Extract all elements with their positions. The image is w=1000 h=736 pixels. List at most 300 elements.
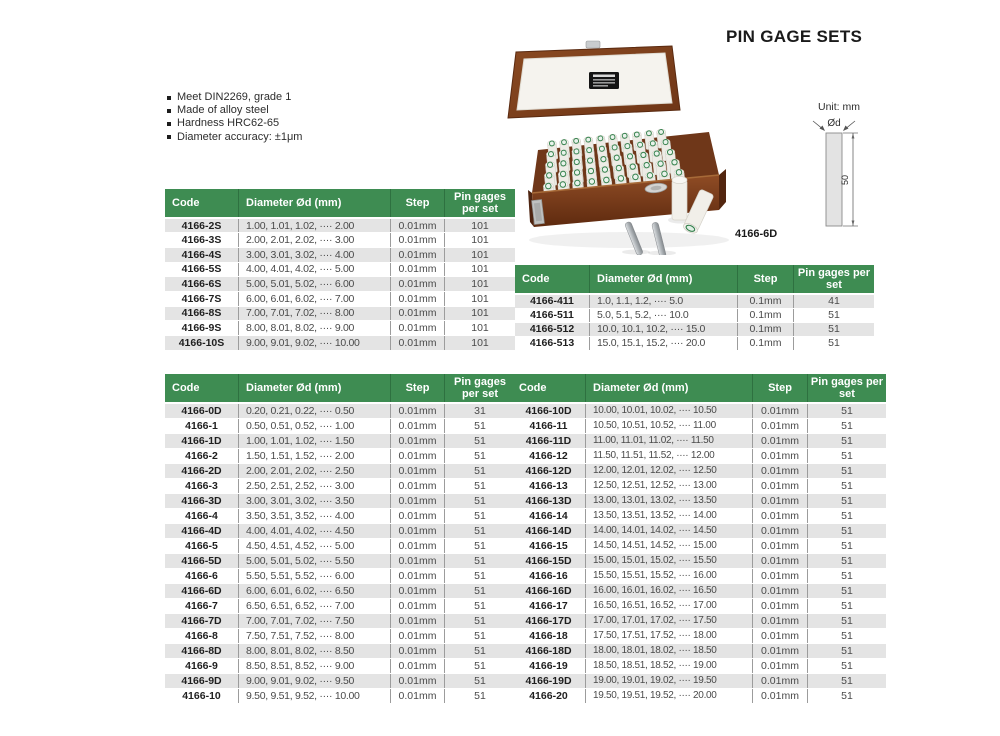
pin-gage-table [165, 189, 515, 351]
table-row [165, 643, 515, 658]
diameter-cell: 16.00, 16.01, 16.02, ···· 16.50 [586, 583, 753, 598]
pin-container [547, 162, 553, 168]
pin-container [548, 151, 554, 157]
code-cell: 4166-19 [512, 658, 586, 673]
pin-count-cell: 51 [808, 403, 887, 418]
pin-count-cell: 51 [808, 433, 887, 448]
code-cell: 4166-19D [512, 673, 586, 688]
table-row [512, 568, 886, 583]
diameter-cell: 7.50, 7.51, 7.52, ···· 8.00 [239, 628, 391, 643]
pin-count-cell: 51 [808, 613, 887, 628]
diameter-cell: 2.00, 2.01, 2.02, ···· 2.50 [239, 463, 391, 478]
table-row [512, 433, 886, 448]
step-cell: 0.01mm [391, 336, 445, 351]
step-cell: 0.01mm [753, 403, 808, 418]
pin-count-cell: 41 [794, 294, 875, 308]
code-cell: 4166-15D [512, 553, 586, 568]
diameter-cell: 13.00, 13.01, 13.02, ···· 13.50 [586, 493, 753, 508]
pin-container [560, 171, 566, 177]
diameter-cell: 18.00, 18.01, 18.02, ···· 18.50 [586, 643, 753, 658]
step-cell: 0.01mm [391, 568, 445, 583]
diameter-dim-label: Ød [827, 118, 841, 129]
code-cell: 4166-13 [512, 478, 586, 493]
pin-count-cell: 51 [445, 478, 516, 493]
pin-count-cell: 51 [445, 418, 516, 433]
diameter-cell: 12.00, 12.01, 12.02, ···· 12.50 [586, 463, 753, 478]
code-cell: 4166-7 [165, 598, 239, 613]
diameter-cell: 15.00, 15.01, 15.02, ···· 15.50 [586, 553, 753, 568]
pin-count-cell: 51 [445, 523, 516, 538]
table-row [512, 478, 886, 493]
diameter-cell: 2.50, 2.51, 2.52, ···· 3.00 [239, 478, 391, 493]
table-row [512, 493, 886, 508]
pin-container [663, 139, 669, 145]
feature-text: Meet DIN2269, grade 1 [177, 91, 292, 103]
table-row [165, 403, 515, 418]
page-title: PIN GAGE SETS [726, 27, 863, 46]
step-cell: 0.01mm [391, 262, 445, 277]
step-cell: 0.01mm [753, 643, 808, 658]
pin-count-cell: 51 [445, 448, 516, 463]
pin-container [616, 165, 622, 171]
code-cell: 4166-3D [165, 493, 239, 508]
pin-container [676, 169, 682, 175]
step-cell: 0.01mm [753, 463, 808, 478]
table-d-series-0-10 [165, 374, 506, 704]
column-header: Step [391, 374, 445, 403]
step-cell: 0.01mm [391, 218, 445, 233]
step-cell: 0.01mm [753, 448, 808, 463]
product-caption: 4166-6D [735, 228, 778, 240]
table-row [512, 628, 886, 643]
pin-count-cell: 51 [808, 598, 887, 613]
code-cell: 4166-3S [165, 233, 239, 248]
code-cell: 4166-1D [165, 433, 239, 448]
code-cell: 4166-12 [512, 448, 586, 463]
table-row [512, 553, 886, 568]
length-dim-label: 50 [840, 174, 850, 186]
pin-count-cell: 51 [445, 673, 516, 688]
pin-count-cell: 51 [445, 598, 516, 613]
table-row [165, 291, 515, 306]
feature-item [167, 91, 302, 104]
pin-count-cell: 51 [808, 508, 887, 523]
diameter-cell: 16.50, 16.51, 16.52, ···· 17.00 [586, 598, 753, 613]
pin-gage-table [512, 374, 886, 704]
table-row [512, 418, 886, 433]
pin-container [661, 171, 667, 177]
pin-count-cell: 101 [445, 247, 516, 262]
table-row [165, 448, 515, 463]
pin-container [634, 132, 639, 137]
step-cell: 0.01mm [753, 538, 808, 553]
pin-count-cell: 51 [808, 448, 887, 463]
pin-container [650, 141, 656, 147]
code-cell: 4166-17D [512, 613, 586, 628]
table-s-series [165, 189, 506, 351]
pin-count-cell: 51 [808, 568, 887, 583]
table-row [512, 658, 886, 673]
pin-container [545, 183, 551, 189]
feature-item [167, 117, 302, 130]
code-cell: 4166-6S [165, 277, 239, 292]
diameter-cell: 3.00, 3.01, 3.02, ···· 4.00 [239, 247, 391, 262]
pin-container [625, 143, 631, 149]
code-cell: 4166-4 [165, 508, 239, 523]
table-row [165, 688, 515, 703]
pin-count-cell: 101 [445, 306, 516, 321]
table-row [512, 583, 886, 598]
step-cell: 0.01mm [391, 418, 445, 433]
diameter-cell: 5.50, 5.51, 5.52, ···· 6.00 [239, 568, 391, 583]
column-header: Step [738, 265, 794, 294]
step-cell: 0.01mm [753, 688, 808, 703]
pin-count-cell: 101 [445, 277, 516, 292]
pin-count-cell: 51 [445, 658, 516, 673]
diameter-cell: 17.00, 17.01, 17.02, ···· 17.50 [586, 613, 753, 628]
code-cell: 4166-2S [165, 218, 239, 233]
table-row [512, 523, 886, 538]
table-row [515, 294, 874, 308]
code-cell: 4166-16D [512, 583, 586, 598]
pin-container [588, 168, 594, 174]
pin-gage-table [515, 265, 874, 351]
step-cell: 0.01mm [391, 508, 445, 523]
code-cell: 4166-6D [165, 583, 239, 598]
column-header: Diameter Ød (mm) [239, 189, 391, 218]
diameter-cell: 18.50, 18.51, 18.52, ···· 19.00 [586, 658, 753, 673]
diameter-cell: 7.00, 7.01, 7.02, ···· 8.00 [239, 306, 391, 321]
pin-count-cell: 51 [445, 493, 516, 508]
pin-count-cell: 51 [445, 553, 516, 568]
pin-container [586, 137, 591, 142]
pin-container [549, 141, 554, 146]
pin-container [647, 172, 653, 178]
step-cell: 0.1mm [738, 336, 794, 350]
table-row [512, 598, 886, 613]
step-cell: 0.01mm [391, 277, 445, 292]
pin-count-cell: 51 [808, 463, 887, 478]
code-cell: 4166-10 [165, 688, 239, 703]
pin-container [546, 172, 552, 178]
step-cell: 0.01mm [391, 433, 445, 448]
code-cell: 4166-11 [512, 418, 586, 433]
code-cell: 4166-411 [515, 294, 590, 308]
pin-count-cell: 51 [445, 628, 516, 643]
diameter-cell: 6.00, 6.01, 6.02, ···· 7.00 [239, 291, 391, 306]
code-cell: 4166-6 [165, 568, 239, 583]
table-row [512, 508, 886, 523]
table-row [512, 538, 886, 553]
step-cell: 0.01mm [753, 628, 808, 643]
table-row [165, 568, 515, 583]
column-header: Step [391, 189, 445, 218]
code-cell: 4166-14 [512, 508, 586, 523]
step-cell: 0.01mm [391, 538, 445, 553]
step-cell: 0.01mm [753, 583, 808, 598]
diameter-cell: 9.50, 9.51, 9.52, ···· 10.00 [239, 688, 391, 703]
pin-dimension-diagram [806, 114, 868, 234]
table-row [515, 336, 874, 350]
pin-container [586, 147, 592, 153]
pin-container [667, 149, 673, 155]
pin-container [589, 178, 595, 184]
diameter-cell: 8.00, 8.01, 8.02, ···· 9.00 [239, 321, 391, 336]
pin-count-cell: 51 [445, 688, 516, 703]
diameter-cell: 5.00, 5.01, 5.02, ···· 6.00 [239, 277, 391, 292]
pin-count-cell: 51 [445, 583, 516, 598]
step-cell: 0.01mm [391, 523, 445, 538]
step-cell: 0.01mm [391, 658, 445, 673]
diameter-cell: 14.00, 14.01, 14.02, ···· 14.50 [586, 523, 753, 538]
code-cell: 4166-513 [515, 336, 590, 350]
code-cell: 4166-1 [165, 418, 239, 433]
pin-container [618, 175, 624, 181]
step-cell: 0.01mm [391, 247, 445, 262]
pin-count-cell: 31 [445, 403, 516, 418]
pin-container [612, 145, 618, 151]
code-cell: 4166-512 [515, 322, 590, 336]
pin-count-cell: 51 [808, 538, 887, 553]
pin-count-cell: 51 [445, 613, 516, 628]
table-row [165, 218, 515, 233]
table-row [512, 613, 886, 628]
pin-count-cell: 51 [808, 628, 887, 643]
pin-container [587, 158, 593, 164]
diameter-cell: 4.00, 4.01, 4.02, ···· 5.00 [239, 262, 391, 277]
step-cell: 0.01mm [391, 448, 445, 463]
table-row [512, 463, 886, 478]
diameter-cell: 6.50, 6.51, 6.52, ···· 7.00 [239, 598, 391, 613]
pin-count-cell: 51 [794, 336, 875, 350]
diameter-cell: 15.50, 15.51, 15.52, ···· 16.00 [586, 568, 753, 583]
code-cell: 4166-2 [165, 448, 239, 463]
pin-container [646, 131, 651, 136]
pin-container [654, 151, 660, 157]
diameter-cell: 9.00, 9.01, 9.02, ···· 10.00 [239, 336, 391, 351]
table-row [512, 403, 886, 418]
pin-count-cell: 51 [808, 643, 887, 658]
table-row [515, 322, 874, 336]
code-cell: 4166-4S [165, 247, 239, 262]
table-row [165, 658, 515, 673]
diameter-cell: 4.50, 4.51, 4.52, ···· 5.00 [239, 538, 391, 553]
pin-count-cell: 51 [808, 493, 887, 508]
code-cell: 4166-15 [512, 538, 586, 553]
feature-text: Hardness HRC62-65 [177, 117, 280, 130]
step-cell: 0.01mm [391, 233, 445, 248]
diameter-cell: 0.50, 0.51, 0.52, ···· 1.00 [239, 418, 391, 433]
code-cell: 4166-5 [165, 538, 239, 553]
table-row [512, 673, 886, 688]
code-cell: 4166-7S [165, 291, 239, 306]
table-row [165, 673, 515, 688]
step-cell: 0.01mm [391, 583, 445, 598]
column-header: Pin gages per set [794, 265, 875, 294]
column-header: Step [753, 374, 808, 403]
table-row [165, 277, 515, 292]
pin-container [601, 156, 607, 162]
diameter-cell: 1.0, 1.1, 1.2, ···· 5.0 [590, 294, 738, 308]
column-header: Pin gages per set [808, 374, 887, 403]
column-header: Diameter Ød (mm) [590, 265, 738, 294]
column-header: Code [515, 265, 590, 294]
step-cell: 0.01mm [391, 493, 445, 508]
step-cell: 0.01mm [391, 688, 445, 703]
code-cell: 4166-8D [165, 643, 239, 658]
case-lid [508, 41, 680, 118]
code-cell: 4166-10D [512, 403, 586, 418]
pin-count-cell: 101 [445, 233, 516, 248]
code-cell: 4166-7D [165, 613, 239, 628]
pin-count-cell: 51 [808, 553, 887, 568]
table-row [165, 508, 515, 523]
diameter-cell: 12.50, 12.51, 12.52, ···· 13.00 [586, 478, 753, 493]
step-cell: 0.01mm [753, 553, 808, 568]
diameter-cell: 5.0, 5.1, 5.2, ···· 10.0 [590, 308, 738, 322]
diameter-cell: 1.00, 1.01, 1.02, ···· 2.00 [239, 218, 391, 233]
pin-container [644, 162, 650, 168]
step-cell: 0.01mm [391, 306, 445, 321]
diameter-cell: 3.50, 3.51, 3.52, ···· 4.00 [239, 508, 391, 523]
diameter-cell: 13.50, 13.51, 13.52, ···· 14.00 [586, 508, 753, 523]
pin-count-cell: 51 [808, 673, 887, 688]
table-row [165, 336, 515, 351]
diameter-cell: 5.00, 5.01, 5.02, ···· 5.50 [239, 553, 391, 568]
pin-container [630, 164, 636, 170]
pin-count-cell: 51 [808, 478, 887, 493]
code-cell: 4166-0D [165, 403, 239, 418]
diameter-cell: 0.20, 0.21, 0.22, ···· 0.50 [239, 403, 391, 418]
column-header: Code [165, 189, 239, 218]
table-row [165, 306, 515, 321]
bullet-icon [167, 122, 171, 126]
diameter-cell: 15.0, 15.1, 15.2, ···· 20.0 [590, 336, 738, 350]
pin-container [658, 129, 663, 134]
pin-count-cell: 51 [808, 418, 887, 433]
code-cell: 4166-3 [165, 478, 239, 493]
code-cell: 4166-511 [515, 308, 590, 322]
feature-item [167, 104, 302, 117]
step-cell: 0.01mm [391, 643, 445, 658]
diameter-cell: 17.50, 17.51, 17.52, ···· 18.00 [586, 628, 753, 643]
code-cell: 4166-18 [512, 628, 586, 643]
step-cell: 0.01mm [391, 673, 445, 688]
pin-container [632, 174, 638, 180]
code-cell: 4166-18D [512, 643, 586, 658]
diameter-cell: 14.50, 14.51, 14.52, ···· 15.00 [586, 538, 753, 553]
table-row [165, 233, 515, 248]
diameter-cell: 2.00, 2.01, 2.02, ···· 3.00 [239, 233, 391, 248]
feature-list [167, 91, 302, 144]
pin-container [627, 154, 633, 160]
feature-item [167, 131, 302, 144]
table-row [165, 613, 515, 628]
pin-count-cell: 51 [808, 523, 887, 538]
column-header: Pin gages per set [445, 189, 516, 218]
table-row [165, 598, 515, 613]
diameter-cell: 3.00, 3.01, 3.02, ···· 3.50 [239, 493, 391, 508]
bullet-icon [167, 96, 171, 100]
table-header-row [165, 189, 515, 218]
pin-count-cell: 51 [445, 568, 516, 583]
bullet-icon [167, 135, 171, 139]
pin-container [599, 146, 605, 152]
step-cell: 0.01mm [753, 568, 808, 583]
pin-gage-table [165, 374, 515, 704]
column-header: Code [512, 374, 586, 403]
pin-count-cell: 101 [445, 321, 516, 336]
pin-container [610, 134, 615, 139]
step-cell: 0.01mm [753, 613, 808, 628]
step-cell: 0.01mm [391, 403, 445, 418]
diameter-cell: 10.0, 10.1, 10.2, ···· 15.0 [590, 322, 738, 336]
pin-container [561, 161, 567, 167]
step-cell: 0.1mm [738, 322, 794, 336]
diameter-cell: 1.00, 1.01, 1.02, ···· 1.50 [239, 433, 391, 448]
step-cell: 0.01mm [391, 613, 445, 628]
pin-container [561, 140, 566, 145]
table-header-row [165, 374, 515, 403]
pin-count-cell: 101 [445, 291, 516, 306]
code-cell: 4166-9 [165, 658, 239, 673]
table-d-series-10-20 [512, 374, 884, 704]
code-cell: 4166-17 [512, 598, 586, 613]
step-cell: 0.1mm [738, 308, 794, 322]
table-row [165, 628, 515, 643]
step-cell: 0.01mm [391, 478, 445, 493]
step-cell: 0.01mm [753, 598, 808, 613]
table-row [165, 321, 515, 336]
pin-count-cell: 51 [794, 322, 875, 336]
pin-container [574, 180, 580, 186]
table-row [165, 538, 515, 553]
pin-container [574, 159, 580, 165]
pin-count-cell: 51 [445, 643, 516, 658]
code-cell: 4166-20 [512, 688, 586, 703]
pin-container [602, 167, 608, 173]
diameter-cell: 11.50, 11.51, 11.52, ···· 12.00 [586, 448, 753, 463]
pin-container [598, 136, 603, 141]
table-row [165, 262, 515, 277]
table-header-row [515, 265, 874, 294]
code-cell: 4166-12D [512, 463, 586, 478]
pin-count-cell: 51 [445, 538, 516, 553]
step-cell: 0.01mm [391, 463, 445, 478]
pin-container [560, 182, 566, 188]
step-cell: 0.01mm [753, 433, 808, 448]
product-photo-illustration [494, 40, 739, 255]
step-cell: 0.01mm [391, 321, 445, 336]
table-row [512, 643, 886, 658]
pin-container [574, 170, 580, 176]
column-header: Pin gages per set [445, 374, 516, 403]
pin-container [637, 142, 643, 148]
code-cell: 4166-9D [165, 673, 239, 688]
step-cell: 0.1mm [738, 294, 794, 308]
code-cell: 4166-16 [512, 568, 586, 583]
table-metric-0-1 [515, 265, 871, 351]
pin-count-cell: 101 [445, 336, 516, 351]
table-row [515, 308, 874, 322]
diameter-cell: 7.00, 7.01, 7.02, ···· 7.50 [239, 613, 391, 628]
table-row [512, 448, 886, 463]
code-cell: 4166-8 [165, 628, 239, 643]
pin-container [573, 138, 578, 143]
step-cell: 0.01mm [753, 508, 808, 523]
code-cell: 4166-11D [512, 433, 586, 448]
step-cell: 0.01mm [753, 478, 808, 493]
